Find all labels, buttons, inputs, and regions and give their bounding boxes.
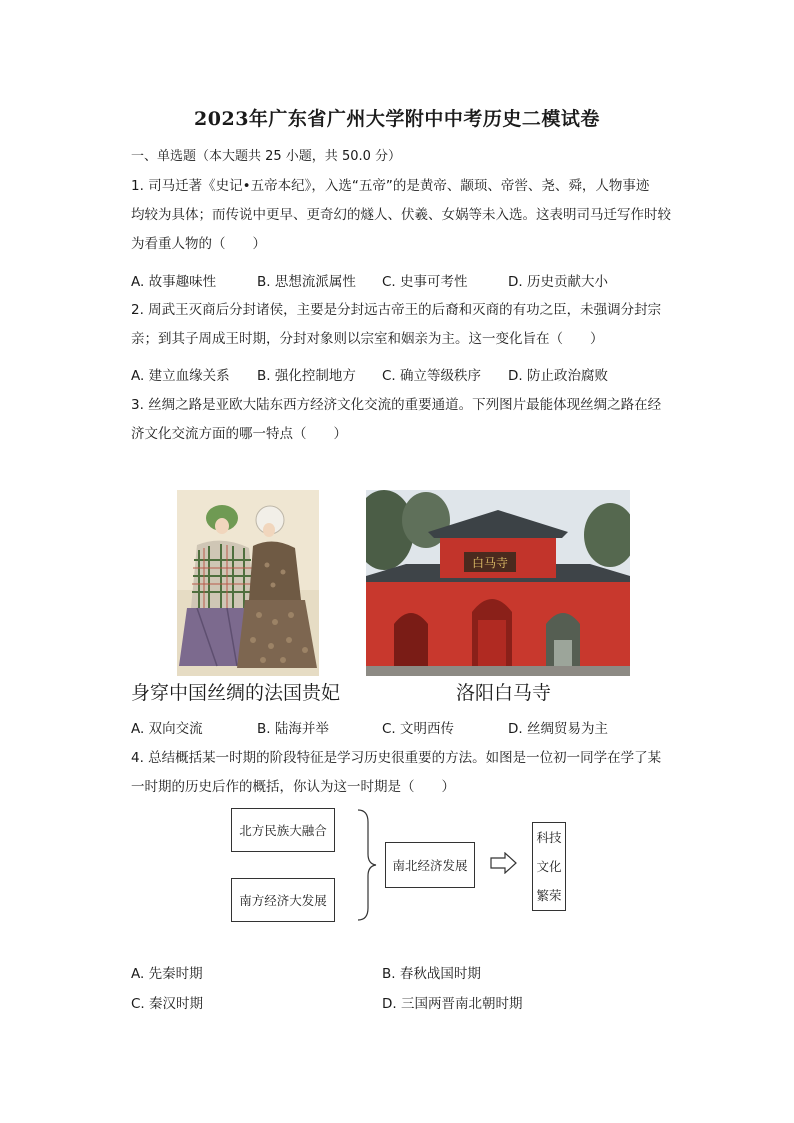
diagram-box-south: 南方经济大发展 [231,878,335,922]
result-line: 繁荣 [536,888,562,903]
white-horse-temple-photo [366,490,630,676]
question-line: 4. 总结概括某一时期的阶段特征是学习历史很重要的方法。如图是一位初一同学在学了某 [131,750,662,766]
question-line: 均较为具体；而传说中更早、更奇幻的燧人、伏羲、女娲等未入选。这表明司马迁写作时较 [131,207,671,223]
option-a[interactable]: A. 故事趣味性 [131,274,217,290]
caption-french-lady: 身穿中国丝绸的法国贵妃 [131,682,341,704]
section-heading: 一、单选题（本大题共 25 小题，共 50.0 分） [131,149,402,164]
question-line: 1. 司马迁著《史记•五帝本纪》，入选“五帝”的是黄帝、颛顼、帝喾、尧、舜，人物事迹 [131,178,650,194]
option-b[interactable]: B. 思想流派属性 [257,274,356,290]
option-c[interactable]: C. 确立等级秩序 [382,368,482,384]
option-c[interactable]: C. 秦汉时期 [131,996,204,1012]
question-line: 济文化交流方面的哪一特点（ ） [131,426,347,442]
temple-sign-text: 白马寺 [471,556,509,570]
option-c[interactable]: C. 文明西传 [382,721,455,737]
result-line: 科技 [536,830,562,845]
question-3-stem [131,391,693,449]
question-4-stem [131,744,693,802]
fashion-plate-image [177,490,319,676]
option-a[interactable]: A. 先秦时期 [131,966,203,982]
option-b[interactable]: B. 陆海并举 [257,721,329,737]
result-line: 文化 [536,859,562,874]
question-line: 亲；到其子周成王时期，分封对象则以宗室和姻亲为主。这一变化旨在（ ） [131,331,604,347]
option-d[interactable]: D. 防止政治腐败 [508,368,608,384]
question-line: 2. 周武王灭商后分封诸侯，主要是分封远古帝王的后裔和灭商的有功之臣，未强调分封宗 [131,302,662,318]
caption-white-horse-temple: 洛阳白马寺 [456,682,552,704]
option-b[interactable]: B. 强化控制地方 [257,368,356,384]
right-arrow-icon [490,852,518,874]
diagram-box-result [532,822,566,911]
option-a[interactable]: A. 双向交流 [131,721,203,737]
option-d[interactable]: D. 丝绸贸易为主 [508,721,608,737]
question-2-stem [131,296,693,354]
temple-image [366,490,630,676]
option-c[interactable]: C. 史事可考性 [382,274,468,290]
question-line: 一时期的历史后作的概括，你认为这一时期是（ ） [131,779,455,795]
question-1-stem [131,172,693,259]
exam-title: 2023年广东省广州大学附中中考历史二模试卷 [194,108,600,130]
diagram-box-economy: 南北经济发展 [385,842,475,888]
question-line: 为看重人物的（ ） [131,236,266,252]
question-line: 3. 丝绸之路是亚欧大陆东西方经济文化交流的重要通道。下列图片最能体现丝绸之路在经 [131,397,662,413]
diagram-box-north: 北方民族大融合 [231,808,335,852]
curly-brace-icon [350,808,380,922]
option-d[interactable]: D. 历史贡献大小 [508,274,608,290]
option-b[interactable]: B. 春秋战国时期 [382,966,481,982]
french-lady-illustration [177,490,319,676]
option-d[interactable]: D. 三国两晋南北朝时期 [382,996,523,1012]
option-a[interactable]: A. 建立血缘关系 [131,368,230,384]
